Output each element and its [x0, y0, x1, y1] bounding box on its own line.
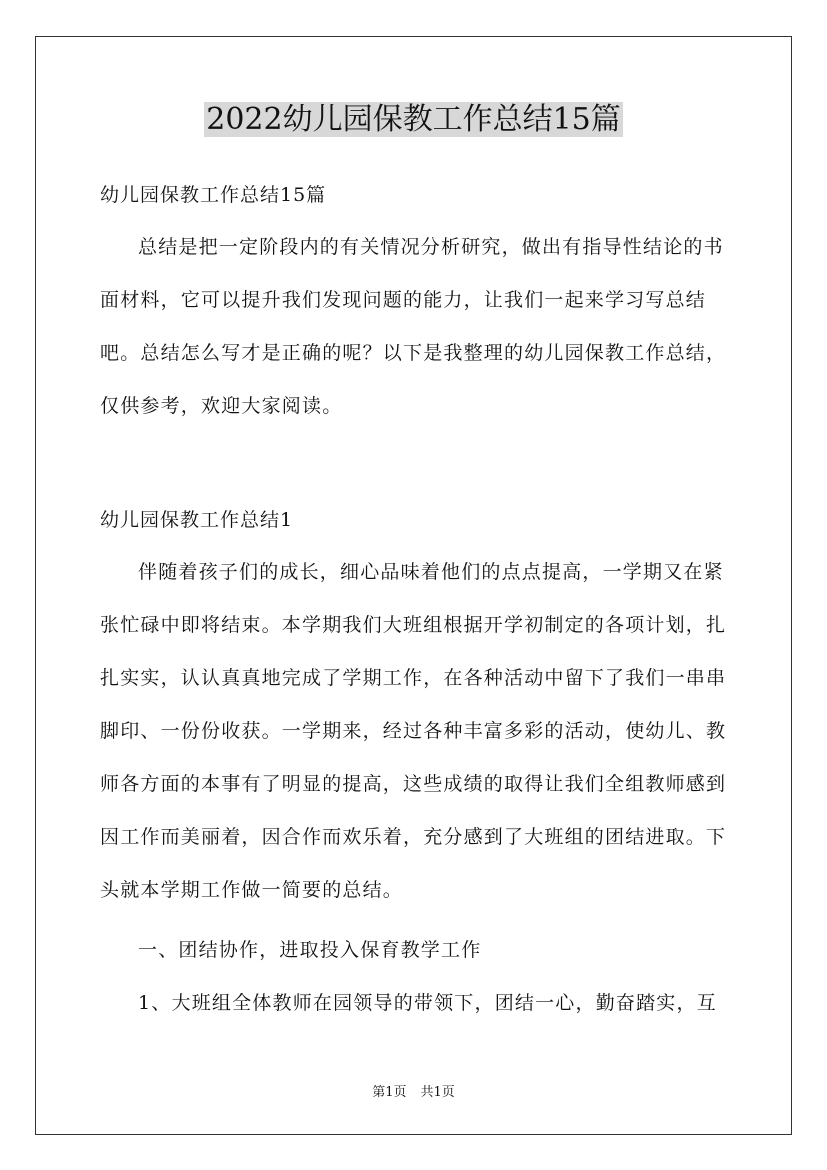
intro-paragraph: 总结是把一定阶段内的有关情况分析研究，做出有指导性结论的书面材料，它可以提升我们发现问题的能力，让我们一起来学习写总结吧。总结怎么写才是正确的呢？以下是我整理的幼儿园保教工作总结，仅供参考，欢迎大家阅读。 — [100, 236, 727, 417]
subheading: 一、团结协作，进取投入保育教学工作 — [138, 939, 482, 961]
document-title-text: 2022幼儿园保教工作总结15篇 — [206, 102, 621, 137]
document-title — [0, 100, 827, 140]
page-number-total: 共1页 — [420, 1085, 455, 1100]
numbered-point: 1、大班组全体教师在园领导的带领下，团结一心，勤奋踏实，互 — [138, 992, 717, 1014]
section-heading: 幼儿园保教工作总结1 — [100, 509, 294, 531]
page-footer — [0, 1083, 827, 1103]
page-number-current: 第1页 — [372, 1085, 407, 1100]
document-subtitle: 幼儿园保教工作总结15篇 — [100, 184, 327, 206]
section-paragraph: 伴随着孩子们的成长，细心品味着他们的点点提高，一学期又在紧张忙碌中即将结束。本学期我们大班组根据开学初制定的各项计划，扎扎实实，认认真真地完成了学期工作，在各种活动中留下了我们一串串脚印、一份份收获。一学期来，经过各种丰富多彩的活动，使幼儿、教师各方面的本事有了明显的提高，这些成绩的取得让我们全组教师感到因工作而美丽着，因合作而欢乐着，充分感到了大班组的团结进取。下头就本学期工作做一简要的总结。 — [100, 561, 727, 901]
